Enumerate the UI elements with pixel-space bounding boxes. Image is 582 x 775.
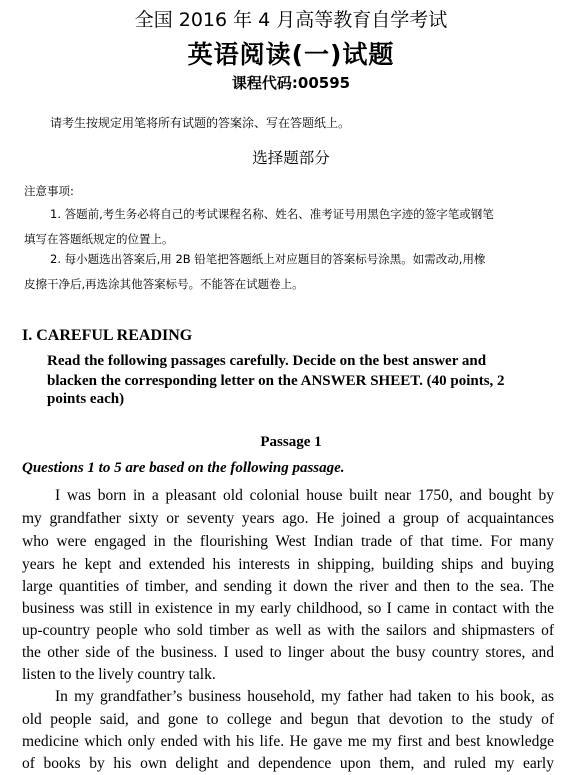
passage-line: the other side of the business. I used to linger about the busy country stores, and	[22, 644, 554, 661]
note-line: 填写在答题纸规定的位置上。	[24, 232, 174, 246]
part-heading: I. CAREFUL READING	[22, 327, 193, 344]
passage-line: medicine which only ended with his life. He gave me my first and best knowledge	[22, 733, 554, 750]
section-heading: 选择题部分	[252, 149, 330, 167]
directions-line: Read the following passages carefully. Decide on the best answer and	[47, 353, 487, 369]
note-line: 皮擦干净后,再选涂其他答案标号。不能答在试题卷上。	[24, 277, 304, 291]
passage-line: In my grandfather’s business household, my father had taken to his book, as	[55, 688, 554, 705]
directions-line: points each)	[47, 391, 125, 407]
passage-line: who were engaged in the flourishing West Indian trade of that time. For many	[22, 533, 554, 550]
passage-line: listen to the lively country talk.	[22, 666, 216, 683]
passage-line: my grandfather sixty or seventy years ago. He joined a group of acquaintances	[22, 510, 554, 527]
subject-title: 英语阅读(一)试题	[187, 40, 395, 69]
passage-line: up-country people who sold timber as well as with the sailors and shipmasters of	[22, 622, 554, 639]
passage-line: business was still in existence in my early childhood, so I came in contact with the	[22, 600, 554, 617]
note-line: 1. 答题前,考生务必将自己的考试课程名称、姓名、准考证号用黑色字迹的签字笔或钢笔	[50, 207, 494, 221]
notes-heading: 注意事项:	[24, 184, 74, 198]
note-line: 2. 每小题选出答案后,用 2B 铅笔把答题纸上对应题目的答案标号涂黑。如需改动,用橡	[50, 252, 486, 266]
exam-title: 全国 2016 年 4 月高等教育自学考试	[134, 9, 448, 31]
passage-line: years he kept and extended his interests in shipping, building ships and buying	[22, 556, 554, 573]
passage-line: large quantities of timber, and sending it down the river and then to the sea. The	[22, 578, 554, 595]
passage-title: Passage 1	[260, 434, 322, 450]
passage-line: of books by his own delight and dependence upon them, and ruled my early	[22, 755, 554, 772]
passage-line: old people said, and gone to college and begun that devotion to the study of	[22, 711, 554, 728]
questions-note: Questions 1 to 5 are based on the following passage.	[22, 460, 345, 476]
exam-instruction: 请考生按规定用笔将所有试题的答案涂、写在答题纸上。	[50, 116, 351, 130]
passage-line: I was born in a pleasant old colonial house built near 1750, and bought by	[55, 487, 554, 504]
course-code: 课程代码:00595	[231, 74, 351, 92]
directions-line: blacken the corresponding letter on the ANSWER SHEET. (40 points, 2	[47, 373, 505, 389]
